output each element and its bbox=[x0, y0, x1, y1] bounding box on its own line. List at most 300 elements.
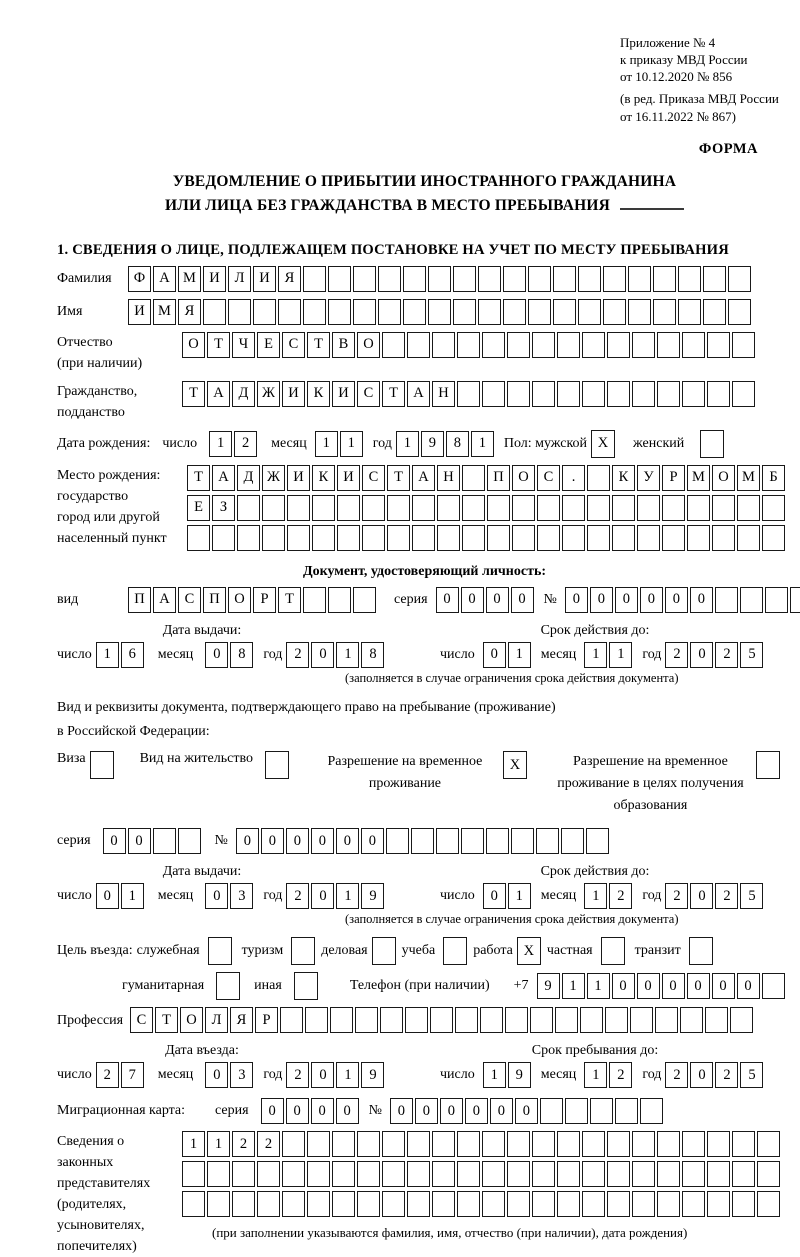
char-cell[interactable]: Т bbox=[155, 1007, 178, 1033]
char-cell[interactable] bbox=[482, 381, 505, 407]
char-cell[interactable] bbox=[678, 299, 701, 325]
char-cell[interactable]: С bbox=[130, 1007, 153, 1033]
char-cell[interactable]: 0 bbox=[436, 587, 459, 613]
char-cell[interactable]: 1 bbox=[584, 1062, 607, 1088]
char-cell[interactable] bbox=[657, 1191, 680, 1217]
char-cell[interactable] bbox=[462, 525, 485, 551]
char-cell[interactable] bbox=[607, 381, 630, 407]
char-cell[interactable]: И bbox=[282, 381, 305, 407]
char-cell[interactable]: Н bbox=[432, 381, 455, 407]
char-cell[interactable] bbox=[232, 1161, 255, 1187]
char-cell[interactable]: 0 bbox=[311, 642, 334, 668]
char-cell[interactable] bbox=[380, 1007, 403, 1033]
char-cell[interactable] bbox=[657, 1131, 680, 1157]
char-cell[interactable] bbox=[632, 1161, 655, 1187]
char-cell[interactable] bbox=[582, 1161, 605, 1187]
char-cell[interactable] bbox=[407, 1191, 430, 1217]
char-cell[interactable]: 0 bbox=[286, 1098, 309, 1124]
char-cell[interactable] bbox=[462, 465, 485, 491]
char-cell[interactable]: 2 bbox=[286, 1062, 309, 1088]
char-cell[interactable]: 0 bbox=[690, 1062, 713, 1088]
char-cell[interactable]: 2 bbox=[286, 883, 309, 909]
char-cell[interactable] bbox=[430, 1007, 453, 1033]
char-cell[interactable]: 0 bbox=[737, 973, 760, 999]
char-cell[interactable]: 9 bbox=[361, 883, 384, 909]
char-cell[interactable]: Т bbox=[382, 381, 405, 407]
char-cell[interactable] bbox=[561, 828, 584, 854]
char-cell[interactable]: М bbox=[737, 465, 760, 491]
char-cell[interactable]: 1 bbox=[587, 973, 610, 999]
char-cell[interactable] bbox=[262, 525, 285, 551]
char-cell[interactable]: С bbox=[178, 587, 201, 613]
char-cell[interactable] bbox=[482, 1161, 505, 1187]
char-cell[interactable] bbox=[715, 587, 738, 613]
char-cell[interactable]: 8 bbox=[446, 431, 469, 457]
char-cell[interactable]: 5 bbox=[740, 883, 763, 909]
char-cell[interactable]: П bbox=[487, 465, 510, 491]
char-cell[interactable] bbox=[328, 299, 351, 325]
char-cell[interactable]: 1 bbox=[584, 642, 607, 668]
char-cell[interactable] bbox=[453, 299, 476, 325]
char-cell[interactable]: 0 bbox=[515, 1098, 538, 1124]
char-cell[interactable]: Р bbox=[662, 465, 685, 491]
char-cell[interactable] bbox=[428, 299, 451, 325]
char-cell[interactable] bbox=[532, 1191, 555, 1217]
char-cell[interactable] bbox=[228, 299, 251, 325]
char-cell[interactable] bbox=[587, 465, 610, 491]
char-cell[interactable] bbox=[294, 972, 318, 1000]
char-cell[interactable] bbox=[436, 828, 459, 854]
char-cell[interactable] bbox=[703, 266, 726, 292]
char-cell[interactable]: 6 bbox=[121, 642, 144, 668]
char-cell[interactable]: 1 bbox=[471, 431, 494, 457]
char-cell[interactable] bbox=[580, 1007, 603, 1033]
char-cell[interactable] bbox=[553, 266, 576, 292]
char-cell[interactable] bbox=[412, 525, 435, 551]
char-cell[interactable]: 0 bbox=[690, 883, 713, 909]
char-cell[interactable] bbox=[207, 1161, 230, 1187]
char-cell[interactable]: М bbox=[687, 465, 710, 491]
char-cell[interactable] bbox=[387, 495, 410, 521]
char-cell[interactable] bbox=[532, 332, 555, 358]
char-cell[interactable] bbox=[355, 1007, 378, 1033]
char-cell[interactable]: Е bbox=[257, 332, 280, 358]
char-cell[interactable]: X bbox=[591, 430, 615, 458]
char-cell[interactable]: 9 bbox=[508, 1062, 531, 1088]
char-cell[interactable] bbox=[687, 525, 710, 551]
char-cell[interactable] bbox=[603, 266, 626, 292]
char-cell[interactable] bbox=[337, 525, 360, 551]
char-cell[interactable]: Л bbox=[228, 266, 251, 292]
char-cell[interactable]: 0 bbox=[236, 828, 259, 854]
char-cell[interactable] bbox=[403, 299, 426, 325]
char-cell[interactable] bbox=[237, 495, 260, 521]
char-cell[interactable] bbox=[737, 495, 760, 521]
char-cell[interactable]: З bbox=[212, 495, 235, 521]
char-cell[interactable]: 2 bbox=[715, 642, 738, 668]
char-cell[interactable] bbox=[762, 973, 785, 999]
char-cell[interactable] bbox=[537, 525, 560, 551]
char-cell[interactable] bbox=[457, 381, 480, 407]
char-cell[interactable]: 8 bbox=[230, 642, 253, 668]
char-cell[interactable] bbox=[757, 1131, 780, 1157]
char-cell[interactable] bbox=[287, 525, 310, 551]
char-cell[interactable] bbox=[653, 299, 676, 325]
char-cell[interactable] bbox=[762, 525, 785, 551]
char-cell[interactable] bbox=[680, 1007, 703, 1033]
char-cell[interactable]: 0 bbox=[490, 1098, 513, 1124]
char-cell[interactable]: 0 bbox=[486, 587, 509, 613]
char-cell[interactable] bbox=[707, 1161, 730, 1187]
char-cell[interactable] bbox=[403, 266, 426, 292]
char-cell[interactable]: Р bbox=[255, 1007, 278, 1033]
char-cell[interactable] bbox=[386, 828, 409, 854]
char-cell[interactable] bbox=[330, 1007, 353, 1033]
char-cell[interactable] bbox=[587, 495, 610, 521]
char-cell[interactable]: Т bbox=[182, 381, 205, 407]
char-cell[interactable] bbox=[707, 381, 730, 407]
char-cell[interactable] bbox=[630, 1007, 653, 1033]
char-cell[interactable] bbox=[278, 299, 301, 325]
char-cell[interactable] bbox=[657, 332, 680, 358]
char-cell[interactable] bbox=[432, 332, 455, 358]
char-cell[interactable] bbox=[740, 587, 763, 613]
char-cell[interactable] bbox=[282, 1161, 305, 1187]
char-cell[interactable]: К bbox=[312, 465, 335, 491]
char-cell[interactable] bbox=[637, 495, 660, 521]
char-cell[interactable] bbox=[378, 299, 401, 325]
char-cell[interactable]: 7 bbox=[121, 1062, 144, 1088]
char-cell[interactable]: Т bbox=[278, 587, 301, 613]
char-cell[interactable] bbox=[457, 1131, 480, 1157]
char-cell[interactable]: 2 bbox=[234, 431, 257, 457]
char-cell[interactable] bbox=[657, 1161, 680, 1187]
char-cell[interactable] bbox=[482, 1131, 505, 1157]
char-cell[interactable]: 0 bbox=[511, 587, 534, 613]
char-cell[interactable] bbox=[562, 525, 585, 551]
char-cell[interactable]: 1 bbox=[396, 431, 419, 457]
char-cell[interactable] bbox=[637, 525, 660, 551]
char-cell[interactable]: 2 bbox=[96, 1062, 119, 1088]
char-cell[interactable]: 2 bbox=[665, 642, 688, 668]
char-cell[interactable] bbox=[257, 1161, 280, 1187]
char-cell[interactable] bbox=[303, 299, 326, 325]
char-cell[interactable] bbox=[528, 266, 551, 292]
char-cell[interactable] bbox=[757, 1161, 780, 1187]
char-cell[interactable] bbox=[257, 1191, 280, 1217]
char-cell[interactable] bbox=[578, 299, 601, 325]
char-cell[interactable] bbox=[480, 1007, 503, 1033]
char-cell[interactable]: 1 bbox=[207, 1131, 230, 1157]
char-cell[interactable]: 2 bbox=[609, 1062, 632, 1088]
char-cell[interactable] bbox=[553, 299, 576, 325]
char-cell[interactable]: 0 bbox=[390, 1098, 413, 1124]
char-cell[interactable] bbox=[353, 299, 376, 325]
char-cell[interactable] bbox=[578, 266, 601, 292]
char-cell[interactable]: 0 bbox=[665, 587, 688, 613]
char-cell[interactable] bbox=[657, 381, 680, 407]
char-cell[interactable]: П bbox=[128, 587, 151, 613]
char-cell[interactable] bbox=[507, 1191, 530, 1217]
char-cell[interactable]: О bbox=[180, 1007, 203, 1033]
char-cell[interactable] bbox=[405, 1007, 428, 1033]
char-cell[interactable] bbox=[328, 587, 351, 613]
char-cell[interactable]: 2 bbox=[286, 642, 309, 668]
char-cell[interactable]: С bbox=[282, 332, 305, 358]
char-cell[interactable] bbox=[332, 1131, 355, 1157]
char-cell[interactable] bbox=[265, 751, 289, 779]
char-cell[interactable] bbox=[362, 495, 385, 521]
char-cell[interactable] bbox=[507, 1161, 530, 1187]
char-cell[interactable]: А bbox=[153, 266, 176, 292]
char-cell[interactable]: 0 bbox=[483, 642, 506, 668]
char-cell[interactable] bbox=[462, 495, 485, 521]
char-cell[interactable]: 5 bbox=[740, 642, 763, 668]
char-cell[interactable] bbox=[590, 1098, 613, 1124]
char-cell[interactable]: О bbox=[182, 332, 205, 358]
char-cell[interactable] bbox=[505, 1007, 528, 1033]
char-cell[interactable] bbox=[457, 332, 480, 358]
char-cell[interactable] bbox=[457, 1191, 480, 1217]
char-cell[interactable] bbox=[703, 299, 726, 325]
char-cell[interactable] bbox=[280, 1007, 303, 1033]
char-cell[interactable] bbox=[387, 525, 410, 551]
char-cell[interactable] bbox=[353, 266, 376, 292]
char-cell[interactable] bbox=[507, 381, 530, 407]
char-cell[interactable]: 2 bbox=[715, 883, 738, 909]
char-cell[interactable]: Р bbox=[253, 587, 276, 613]
char-cell[interactable] bbox=[382, 1191, 405, 1217]
char-cell[interactable] bbox=[262, 495, 285, 521]
char-cell[interactable] bbox=[382, 1161, 405, 1187]
char-cell[interactable]: О bbox=[712, 465, 735, 491]
char-cell[interactable] bbox=[187, 525, 210, 551]
char-cell[interactable]: О bbox=[228, 587, 251, 613]
char-cell[interactable]: 2 bbox=[665, 1062, 688, 1088]
char-cell[interactable] bbox=[382, 1131, 405, 1157]
char-cell[interactable] bbox=[555, 1007, 578, 1033]
char-cell[interactable]: 0 bbox=[128, 828, 151, 854]
char-cell[interactable] bbox=[482, 1191, 505, 1217]
char-cell[interactable] bbox=[732, 381, 755, 407]
char-cell[interactable] bbox=[705, 1007, 728, 1033]
char-cell[interactable] bbox=[487, 495, 510, 521]
char-cell[interactable] bbox=[582, 381, 605, 407]
char-cell[interactable]: Т bbox=[187, 465, 210, 491]
char-cell[interactable] bbox=[582, 1191, 605, 1217]
char-cell[interactable] bbox=[540, 1098, 563, 1124]
char-cell[interactable]: А bbox=[407, 381, 430, 407]
char-cell[interactable] bbox=[303, 587, 326, 613]
char-cell[interactable] bbox=[253, 299, 276, 325]
char-cell[interactable]: 0 bbox=[662, 973, 685, 999]
char-cell[interactable] bbox=[678, 266, 701, 292]
char-cell[interactable] bbox=[557, 1191, 580, 1217]
char-cell[interactable] bbox=[362, 525, 385, 551]
char-cell[interactable]: Ж bbox=[257, 381, 280, 407]
char-cell[interactable]: К bbox=[612, 465, 635, 491]
char-cell[interactable] bbox=[153, 828, 176, 854]
char-cell[interactable]: О bbox=[357, 332, 380, 358]
char-cell[interactable] bbox=[662, 495, 685, 521]
char-cell[interactable]: И bbox=[287, 465, 310, 491]
char-cell[interactable]: 2 bbox=[715, 1062, 738, 1088]
char-cell[interactable] bbox=[756, 751, 780, 779]
char-cell[interactable] bbox=[582, 332, 605, 358]
char-cell[interactable] bbox=[512, 495, 535, 521]
char-cell[interactable] bbox=[328, 266, 351, 292]
char-cell[interactable] bbox=[662, 525, 685, 551]
char-cell[interactable]: 1 bbox=[182, 1131, 205, 1157]
char-cell[interactable]: 1 bbox=[121, 883, 144, 909]
char-cell[interactable]: О bbox=[512, 465, 535, 491]
char-cell[interactable]: 1 bbox=[315, 431, 338, 457]
char-cell[interactable]: Т bbox=[307, 332, 330, 358]
char-cell[interactable]: Я bbox=[230, 1007, 253, 1033]
char-cell[interactable] bbox=[512, 525, 535, 551]
char-cell[interactable]: 0 bbox=[415, 1098, 438, 1124]
char-cell[interactable]: 0 bbox=[687, 973, 710, 999]
char-cell[interactable] bbox=[412, 495, 435, 521]
char-cell[interactable] bbox=[605, 1007, 628, 1033]
char-cell[interactable]: Е bbox=[187, 495, 210, 521]
char-cell[interactable]: А bbox=[412, 465, 435, 491]
char-cell[interactable]: 0 bbox=[261, 828, 284, 854]
char-cell[interactable] bbox=[528, 299, 551, 325]
char-cell[interactable]: 1 bbox=[336, 1062, 359, 1088]
char-cell[interactable] bbox=[407, 1161, 430, 1187]
char-cell[interactable]: 1 bbox=[508, 883, 531, 909]
char-cell[interactable] bbox=[212, 525, 235, 551]
char-cell[interactable] bbox=[712, 495, 735, 521]
char-cell[interactable] bbox=[537, 495, 560, 521]
char-cell[interactable] bbox=[357, 1191, 380, 1217]
char-cell[interactable] bbox=[562, 495, 585, 521]
char-cell[interactable] bbox=[453, 266, 476, 292]
char-cell[interactable] bbox=[232, 1191, 255, 1217]
char-cell[interactable]: X bbox=[517, 937, 541, 965]
char-cell[interactable]: 1 bbox=[340, 431, 363, 457]
char-cell[interactable] bbox=[307, 1131, 330, 1157]
char-cell[interactable] bbox=[530, 1007, 553, 1033]
char-cell[interactable]: 9 bbox=[537, 973, 560, 999]
char-cell[interactable]: 0 bbox=[103, 828, 126, 854]
char-cell[interactable]: Л bbox=[205, 1007, 228, 1033]
char-cell[interactable] bbox=[511, 828, 534, 854]
char-cell[interactable] bbox=[503, 299, 526, 325]
char-cell[interactable] bbox=[461, 828, 484, 854]
char-cell[interactable]: 2 bbox=[257, 1131, 280, 1157]
char-cell[interactable] bbox=[607, 332, 630, 358]
char-cell[interactable] bbox=[730, 1007, 753, 1033]
char-cell[interactable] bbox=[307, 1191, 330, 1217]
char-cell[interactable] bbox=[612, 495, 635, 521]
char-cell[interactable] bbox=[507, 1131, 530, 1157]
char-cell[interactable]: 0 bbox=[311, 1062, 334, 1088]
char-cell[interactable] bbox=[337, 495, 360, 521]
char-cell[interactable] bbox=[216, 972, 240, 1000]
char-cell[interactable] bbox=[432, 1161, 455, 1187]
char-cell[interactable] bbox=[208, 937, 232, 965]
char-cell[interactable] bbox=[437, 525, 460, 551]
char-cell[interactable]: И bbox=[128, 299, 151, 325]
char-cell[interactable]: 0 bbox=[712, 973, 735, 999]
char-cell[interactable] bbox=[532, 1161, 555, 1187]
char-cell[interactable]: 0 bbox=[483, 883, 506, 909]
char-cell[interactable] bbox=[728, 266, 751, 292]
char-cell[interactable] bbox=[732, 1161, 755, 1187]
char-cell[interactable] bbox=[732, 1131, 755, 1157]
char-cell[interactable] bbox=[372, 937, 396, 965]
char-cell[interactable]: 3 bbox=[230, 1062, 253, 1088]
char-cell[interactable] bbox=[557, 1131, 580, 1157]
char-cell[interactable]: 0 bbox=[261, 1098, 284, 1124]
char-cell[interactable]: И bbox=[203, 266, 226, 292]
char-cell[interactable] bbox=[357, 1131, 380, 1157]
char-cell[interactable] bbox=[557, 332, 580, 358]
char-cell[interactable] bbox=[457, 1161, 480, 1187]
char-cell[interactable]: Т bbox=[387, 465, 410, 491]
char-cell[interactable] bbox=[557, 381, 580, 407]
char-cell[interactable] bbox=[587, 525, 610, 551]
char-cell[interactable]: 0 bbox=[690, 642, 713, 668]
char-cell[interactable] bbox=[732, 332, 755, 358]
char-cell[interactable] bbox=[603, 299, 626, 325]
char-cell[interactable] bbox=[478, 266, 501, 292]
char-cell[interactable] bbox=[737, 525, 760, 551]
char-cell[interactable]: В bbox=[332, 332, 355, 358]
char-cell[interactable] bbox=[305, 1007, 328, 1033]
char-cell[interactable]: А bbox=[153, 587, 176, 613]
char-cell[interactable]: 3 bbox=[230, 883, 253, 909]
char-cell[interactable] bbox=[765, 587, 788, 613]
char-cell[interactable]: 1 bbox=[508, 642, 531, 668]
char-cell[interactable] bbox=[615, 1098, 638, 1124]
char-cell[interactable]: 1 bbox=[609, 642, 632, 668]
char-cell[interactable] bbox=[503, 266, 526, 292]
char-cell[interactable] bbox=[411, 828, 434, 854]
char-cell[interactable] bbox=[707, 332, 730, 358]
char-cell[interactable] bbox=[682, 381, 705, 407]
char-cell[interactable] bbox=[307, 1161, 330, 1187]
char-cell[interactable] bbox=[682, 1131, 705, 1157]
char-cell[interactable]: 0 bbox=[205, 1062, 228, 1088]
char-cell[interactable]: Ч bbox=[232, 332, 255, 358]
char-cell[interactable] bbox=[432, 1191, 455, 1217]
char-cell[interactable] bbox=[437, 495, 460, 521]
char-cell[interactable] bbox=[607, 1191, 630, 1217]
char-cell[interactable] bbox=[689, 937, 713, 965]
char-cell[interactable] bbox=[332, 1191, 355, 1217]
char-cell[interactable] bbox=[632, 1131, 655, 1157]
char-cell[interactable] bbox=[790, 587, 800, 613]
char-cell[interactable]: Т bbox=[207, 332, 230, 358]
char-cell[interactable]: М bbox=[153, 299, 176, 325]
char-cell[interactable] bbox=[291, 937, 315, 965]
char-cell[interactable]: Ф bbox=[128, 266, 151, 292]
char-cell[interactable] bbox=[700, 430, 724, 458]
char-cell[interactable]: Ж bbox=[262, 465, 285, 491]
char-cell[interactable] bbox=[632, 381, 655, 407]
char-cell[interactable]: С bbox=[357, 381, 380, 407]
char-cell[interactable] bbox=[237, 525, 260, 551]
char-cell[interactable]: 1 bbox=[96, 642, 119, 668]
char-cell[interactable]: У bbox=[637, 465, 660, 491]
char-cell[interactable] bbox=[601, 937, 625, 965]
char-cell[interactable] bbox=[532, 1131, 555, 1157]
char-cell[interactable]: И bbox=[253, 266, 276, 292]
char-cell[interactable] bbox=[357, 1161, 380, 1187]
